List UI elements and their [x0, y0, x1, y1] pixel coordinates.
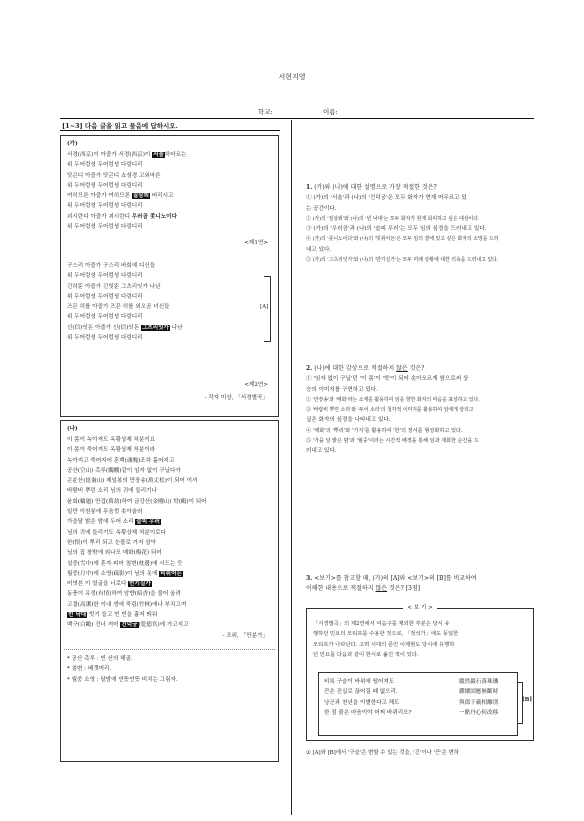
- verse-line: 위 두어렁셩 두어렁셩 다링디리: [67, 162, 143, 169]
- option-line[interactable]: ④ (가)의 '좃니노이다'와 (나)의 '빗취어든'은 모두 임의 곁에 있고 싶은 화자의 소망을 드러: [306, 236, 499, 243]
- verse-line: 공산(空山) 촉루(髑髏)같이 임자 없이 구닐다가: [67, 467, 181, 474]
- page-title: 서현지영: [278, 73, 306, 81]
- verse-line: 이 몸이 녹아져도 옥황상제 처분이요: [67, 437, 156, 443]
- option-line[interactable]: ⑤ '가을 달 밝은 밤'과 '월중'이라는 시간적 배경을 통해 임과 재회한 순간을 드: [306, 437, 479, 444]
- verse-line: 녹아지고 죽어지어 혼백(魂魄)조차 흩어지고: [67, 457, 175, 464]
- stanza-1: [67, 150, 187, 232]
- poem-korean: [324, 677, 412, 718]
- option-line[interactable]: 는 공간이다.: [306, 205, 337, 212]
- instruction-rule: [60, 130, 280, 131]
- bogi-text: [313, 619, 458, 660]
- verse-line: 윤회(輪廻) 만겁(萬劫)하여 금강산(金剛山) 학(鶴)이 되어: [67, 498, 207, 505]
- poem-line: 한 점 붉은 마음이야 어찌 바뀌리오?: [324, 709, 412, 716]
- verse-line: 여히므론 아즐가 여히므론 질삼뵈 버리시고: [67, 193, 174, 200]
- option-line[interactable]: 싶은 화자의 심정을 나타내고 있다.: [306, 417, 391, 424]
- question-3: [306, 574, 534, 594]
- verse-line: 위 두어렁셩 두어렁셩 다링디리: [67, 314, 143, 321]
- verse-line: 빈 낙대 빗기 들고 빈 빈을 흘저 띄워: [68, 612, 158, 619]
- bogi-line: 「서경별곡」의 제2연에서 여음구를 제외한 부분은 당시 유: [313, 621, 450, 627]
- question-3-stem-2: 이해한 내용으로 적절하지 않은 것은? [3점]: [306, 585, 420, 593]
- verse-line: 일만 이천봉에 무음껏 솟아올라: [67, 509, 143, 516]
- verse-line: 닷곤디 아즐가 닷곤디 쇼셩경 고외마른: [67, 172, 161, 179]
- stanza-2-tag: <제2연>: [244, 382, 268, 388]
- option-line[interactable]: ③ (가)의 '우러곰'과 (나)의 '슬피 우러'는 모두 임의 심정을 드러내고 있다.: [306, 226, 487, 233]
- verse-line: 위 두어렁셩 두어렁셩 다링디리: [67, 335, 143, 342]
- passage-na-source: - 조위, 「만분가」: [222, 633, 268, 639]
- verse-line: 위 두어렁셩 두어렁셩 다링디리: [67, 203, 143, 210]
- verse-line: 위 두어렁셩 두어렁셩 다링디리: [67, 224, 143, 231]
- option-line[interactable]: ⑤ (가)의 '그츠리잇가'와 (나)의 '반기실가'는 모두 미래 상황에 대한 의욕을 드러내고 있다.: [306, 256, 499, 263]
- verse-line: 월중(月中)에 소영(疏影)이 님의 옷에 비취어든: [67, 570, 182, 577]
- option-line[interactable]: 러내고 있다.: [306, 448, 337, 455]
- option-line[interactable]: 내고 있다.: [306, 246, 332, 253]
- passage-na-label: (나): [67, 426, 78, 432]
- passage-na-lines: [67, 435, 207, 631]
- poem-line: 縱然巖石落珠璣: [459, 679, 499, 685]
- stanza-1-tag: <제1연>: [244, 240, 268, 246]
- name-label: 이름:: [323, 108, 338, 116]
- poem-line: 一點丹心何改移: [459, 709, 499, 716]
- option-line[interactable]: ② '만장송'과 '매화'라는 소재를 활용하여 임을 향한 화자의 마음을 표상하고 있다.: [306, 396, 480, 403]
- verse-line: 위 두어렁셩 두어렁셩 다링디리: [67, 293, 143, 300]
- passage-na-notes: [67, 654, 178, 685]
- option-line[interactable]: ③ '바람비 뿌린 소리'와 '두어 소리'의 청각적 이미지를 활용하여 임에게 알리고: [306, 407, 474, 414]
- poem-line: 낭군과 천년을 이별한다고 해도: [324, 699, 400, 706]
- poem-line: 끈은 진실로 끊어질 때 없으리.: [324, 689, 398, 696]
- verse-line: 즈믄 히를 아즐가 즈믄 히를 외오곰 녀신들: [67, 304, 170, 311]
- question-1: [306, 183, 534, 265]
- verse-line: 위 두어렁셩 두어렁셩 다링디리: [67, 182, 143, 189]
- passage-na-box: [60, 420, 279, 762]
- notes-rule: [64, 649, 275, 650]
- passage-ga-source: - 작자 미상, 「서경별곡」: [204, 395, 268, 401]
- question-1-stem: 1. (가)와 (나)에 대한 설명으로 가장 적절한 것은?: [306, 184, 437, 191]
- verse-line: 님의 집 창밖에 외나모 매화(梅花) 되어: [67, 550, 162, 557]
- verse-line: 서경(西京)이 아즐가 서경(西京)이 서울하마르는: [67, 152, 187, 158]
- verse-line: 곤륜산(崑崙山) 제일봉의 만장송(萬丈松)이 되어 이셔: [67, 478, 198, 485]
- poem-line: 纓縷固應無斷時: [459, 689, 499, 696]
- bogi-line: 모티프가 나타난다. 고려 시대의 문인 이제현도 당시에 유행하: [313, 641, 455, 648]
- verse-line: 긴히뚠 아즐가 긴힛뚠 그츠리잇가 나난: [67, 283, 161, 290]
- verse-line: 백구(白鷗) 건너 저어 건덕궁(乾德宮)에 가고지고: [67, 622, 189, 629]
- footnote: * 침변 : 베갯머리.: [67, 666, 112, 673]
- footnote: * 월중 소영 : 달밤에 언뜻언뜻 비치는 그림자.: [67, 676, 178, 683]
- school-label: 학교:: [258, 108, 273, 116]
- bracket-b-label: [B]: [522, 697, 533, 703]
- footnote: * 공산 촉루 : 빈 산의 해골.: [67, 656, 133, 662]
- option-line[interactable]: ② (가)의 '질삼뵈'와 (나)의 '빈 낙대'는 모두 화자가 현재 회피하고 싶은 대상이다.: [306, 215, 480, 222]
- bogi-line: 행하던 민요의 모티프를 수용한 것으로, 「정석가」에도 동일한: [313, 631, 459, 638]
- option-line[interactable]: ④ '매화'의 '뿌리'와 '가지'를 활용하여 '한'의 정서를 형상화하고 있다.: [306, 427, 463, 434]
- verse-line: 괴시란디 아즐가 괴시란디 우러곰 좃니노이다: [67, 213, 177, 220]
- verse-line: 한(恨)이 뿌리 되고 눈물로 가지 삼아: [67, 539, 157, 546]
- verse-line: 설중(雪中)에 혼자 피어 침변(枕邊)에 시드는 듯: [67, 560, 183, 567]
- bogi-box: [306, 605, 534, 741]
- bogi-title: < 보 기 >: [307, 603, 533, 613]
- bracket-a-label: [A]: [260, 304, 269, 310]
- poem-box: [318, 672, 518, 736]
- header-rule: [60, 118, 534, 119]
- column-divider: [291, 120, 292, 815]
- bogi-line: 던 민요를 다음과 같이 한시로 옮긴 적이 있다.: [313, 651, 419, 658]
- passage-ga-label: (가): [67, 141, 78, 147]
- question-2: [306, 364, 534, 457]
- verse-line: 위 두어렁셩 두어렁셩 다링디리: [67, 273, 143, 280]
- option-line[interactable]: ① (가)의 '서울'과 (나)의 '건덕궁'은 모두 화자가 현재 머무르고 있: [306, 195, 467, 202]
- question-3-stem: 3. <보기>를 참고할 때, (가)의 [A]와 <보기>의 [B]를 비교하여: [306, 575, 477, 582]
- verse-line: 어엿븐 이 얼굴을 너로다 반기실가: [67, 581, 151, 588]
- verse-line: 신(信)잇돈 아즐가 신(信)잇돈 그츠리잇가 나난: [67, 324, 183, 331]
- option-line[interactable]: ① '임자 없이 구닐'던 '이 몸'이 '학'이 되어 솟아오르게 함으로써 상: [306, 376, 469, 383]
- instruction: [1~3] 다음 글을 읽고 물음에 답하시오.: [62, 122, 178, 130]
- stanza-2: [67, 261, 183, 343]
- poem-line: 비록 구슬이 바위에 떨어져도: [324, 679, 395, 685]
- question-2-stem: 2. (나)에 대한 감상으로 적절하지 않은 것은?: [306, 365, 425, 372]
- verse-line: 구스리 아즐가 구스리 바회예 디신들: [67, 263, 156, 269]
- verse-line: 이 몸이 죽어져도 옥황상제 처분이라: [67, 447, 156, 454]
- poem-line: 與郎千載相離別: [459, 699, 499, 706]
- verse-line: 님의 귀에 들리기도 옥황상제 처분이로다: [67, 529, 166, 536]
- verse-line: 동풍이 유정(有情)하여 암향(暗香)을 불어 올려: [67, 591, 181, 598]
- verse-line: 가을달 밝은 밤에 두어 소리 슬피 우러: [67, 519, 160, 526]
- poem-hanja: [459, 677, 498, 718]
- option-line[interactable]: ① [A]와 [B]에서 '구슬'은 변할 수 있는 것을, '긴'이나 '끈'은 변하: [306, 750, 459, 756]
- passage-ga-box: [60, 135, 279, 417]
- verse-line: 바람비 뿌린 소리 님의 귀에 들리기나: [67, 488, 157, 495]
- verse-line: 고결(高潔)한 이내 생애 죽림(竹林)에나 부치고져: [67, 601, 187, 608]
- option-line[interactable]: 승의 이미지를 구현하고 있다.: [306, 386, 378, 393]
